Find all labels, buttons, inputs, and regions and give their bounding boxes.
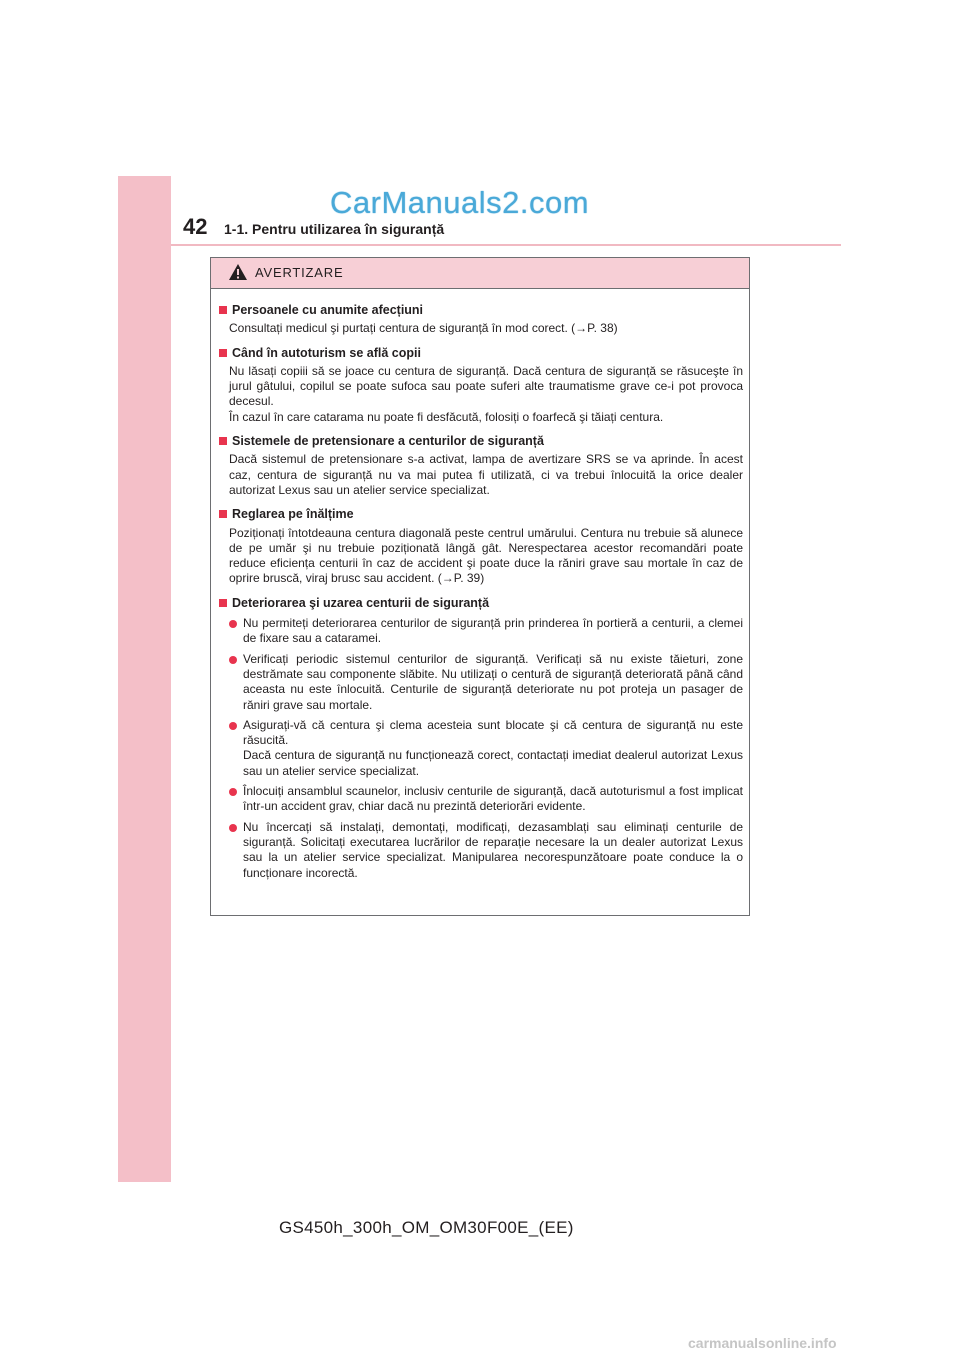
square-bullet-icon — [219, 349, 227, 357]
bullet-line: Nu permiteți deteriorarea centurilor de siguranță prin prinderea în portieră a centurii, a clemei de fixare sau a cataramei. — [243, 616, 743, 646]
paragraph-line: Nu lăsați copiii să se joace cu centura de siguranță. Dacă centura de siguranță se răsuceşte în jurul gâtului, copilul se poate sufoca sau poate suferi alte traumatisme grave ce-i pot provoca decesul. — [229, 363, 743, 409]
warning-header — [211, 258, 749, 289]
bullet-line: Dacă centura de siguranță nu funcționează corect, contactați imediat dealerul autorizat Lexus sau un atelier service specializat. — [243, 748, 743, 778]
warning-item — [219, 303, 743, 337]
bullet-line: Asigurați-vă că centura şi clema acesteia sunt blocate şi că centura de siguranță nu este răsucită. — [243, 717, 743, 748]
warning-paragraph — [229, 526, 743, 587]
paragraph-line: Poziționați întotdeauna centura diagonală peste centrul umărului. Centura nu trebuie să alunece de pe umăr şi nu trebuie poziționată lângă gât. Nerespectarea acestor recomandări poate reduce eficiența centurii în caz de accident şi poate duce la răniri grave sau mortale în caz de oprire bruscă, viraj brusc sau accident. (→P. 39) — [229, 525, 743, 586]
warning-bullet — [229, 820, 743, 881]
page-number: 42 — [183, 214, 208, 239]
watermark-logo: CarManuals2.com — [330, 185, 590, 220]
warning-triangle-icon — [228, 263, 248, 281]
bullet-line: Înlocuiți ansamblul scaunelor, inclusiv centurile de siguranță, dacă autoturismul a fost implicat într-un accident grav, chiar dacă nu prezintă deteriorări evidente. — [243, 784, 743, 814]
warning-paragraph — [229, 321, 743, 336]
warning-paragraph — [229, 452, 743, 498]
warning-paragraph — [229, 364, 743, 425]
warning-item-heading — [219, 434, 743, 449]
bullet-text — [243, 784, 743, 815]
paragraph-line: Consultați medicul şi purtați centura de siguranță în mod corect. (→P. 38) — [229, 321, 618, 336]
watermark-footer: carmanualsonline.info — [688, 1335, 837, 1351]
warning-box — [210, 257, 750, 916]
bullet-text — [243, 616, 743, 647]
warning-bullet — [229, 718, 743, 779]
header-divider — [171, 244, 841, 246]
warning-item-heading — [219, 346, 743, 361]
heading-text: Persoanele cu anumite afecțiuni — [232, 303, 424, 317]
bullet-line: Verificați periodic sistemul centurilor de siguranță. Verificați să nu existe tăieturi, zone destrămate sau componente slăbite. Nu utilizați o centură de siguranță deteriorată până când aceasta nu este înlocuită. Centurile de siguranță deteriorate nu pot proteja un pasager de răniri grave sau mortale. — [243, 651, 743, 712]
heading-text: Reglarea pe înălțime — [232, 507, 354, 522]
warning-item-heading — [219, 303, 743, 318]
warning-bullet — [229, 652, 743, 713]
warning-item-heading — [219, 507, 743, 522]
round-bullet-icon — [229, 656, 237, 664]
bullet-text — [243, 652, 743, 713]
bullet-text — [243, 718, 743, 779]
warning-item — [219, 507, 743, 586]
round-bullet-icon — [229, 788, 237, 796]
warning-bullet — [229, 616, 743, 647]
warning-title: AVERTIZARE — [255, 265, 344, 280]
warning-item — [219, 346, 743, 425]
round-bullet-icon — [229, 722, 237, 730]
bullet-line: Nu încercați să instalați, demontați, modificați, dezasamblați sau eliminați centurile de siguranță. Solicitați executarea lucrărilor de reparație necesare la un dealer autorizat Lexus sau la un atelier service specializat. Manipularea necorespunzătoare poate conduce la o funcționare incorectă. — [243, 819, 743, 880]
bullet-text — [243, 820, 743, 881]
square-bullet-icon — [219, 306, 227, 314]
warning-item — [219, 596, 743, 881]
round-bullet-icon — [229, 824, 237, 832]
round-bullet-icon — [229, 620, 237, 628]
warning-item — [219, 434, 743, 498]
square-bullet-icon — [219, 599, 227, 607]
heading-text: Deteriorarea şi uzarea centurii de siguranță — [232, 595, 490, 610]
warning-bullet — [229, 784, 743, 815]
heading-text: Sistemele de pretensionare a centurilor de siguranță — [232, 434, 544, 449]
heading-text: Când în autoturism se află copii — [232, 345, 421, 360]
warning-body — [211, 289, 749, 881]
paragraph-line: În cazul în care catarama nu poate fi desfăcută, folosiți o foarfecă şi tăiați centura. — [229, 409, 664, 424]
side-color-band — [118, 176, 171, 1182]
square-bullet-icon — [219, 437, 227, 445]
paragraph-line: Dacă sistemul de pretensionare s-a activat, lampa de avertizare SRS se va aprinde. În acest caz, centura de siguranță nu va mai putea fi utilizată, ci va trebui înlocuită la orice dealer autorizat Lexus sau un atelier service specializat. — [229, 452, 743, 497]
section-title: 1-1. Pentru utilizarea în siguranță — [224, 221, 445, 237]
warning-item-heading — [219, 596, 743, 611]
manual-code: GS450h_300h_OM_OM30F00E_(EE) — [279, 1218, 574, 1237]
square-bullet-icon — [219, 510, 227, 518]
